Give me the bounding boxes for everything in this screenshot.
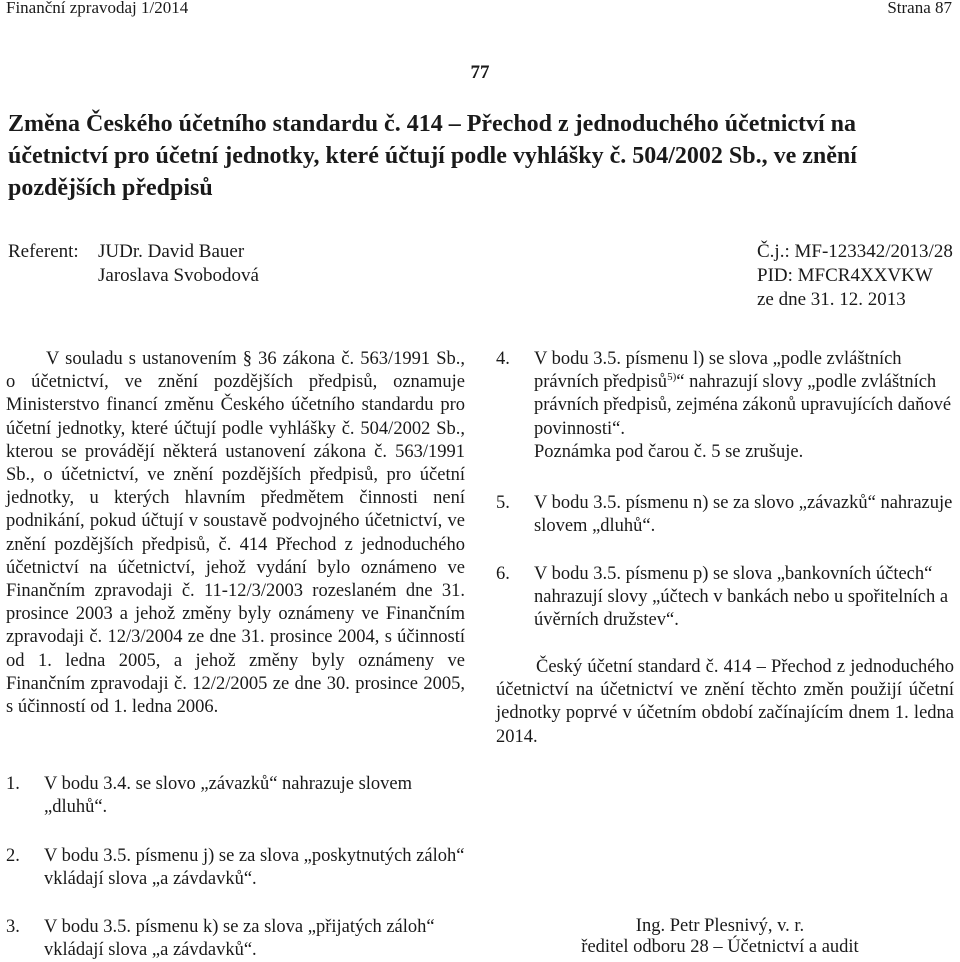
- referent-name-2: Jaroslava Svobodová: [98, 265, 259, 286]
- list-item-number: 5.: [496, 493, 510, 513]
- signature-block: [480, 916, 960, 958]
- document-number: 77: [470, 62, 490, 83]
- list-item-number: 4.: [496, 349, 510, 369]
- document-title: Změna Českého účetního standardu č. 414 – Přechod z jednoduchého účetnictví na účetnictví pro účetní jednotky, které účtují podle vyhlášky č. 504/2002 Sb., ve znění pozdějších předpisů: [8, 111, 857, 201]
- list-item-text-part: “ nahrazují slovy „podle zvláštních právních předpisů, zejména zákonů upravujících daňové povinnosti“.: [534, 372, 952, 439]
- list-item-text: V bodu 3.5. písmenu p) se slova „bankovních účtech“ nahrazují slovy „účtech v bankách nebo u spořitelních a úvěrních družstev“.: [534, 564, 949, 631]
- signature-name: Ing. Petr Plesnivý, v. r.: [635, 916, 805, 936]
- list-item-text-part: V bodu 3.5. písmenu l) se slova „podle zvláštních právních předpisů: [534, 349, 902, 393]
- list-item-text: [534, 348, 954, 464]
- list-item-text: V bodu 3.4. se slovo „závazků“ nahrazuje slovem „dluhů“.: [44, 774, 413, 818]
- publication-name: Finanční zpravodaj 1/2014: [6, 0, 189, 17]
- referent-label: Referent:: [8, 241, 79, 262]
- list-item-number: 2.: [6, 846, 20, 866]
- intro-text: V souladu s ustanovením § 36 zákona č. 563/1991 Sb., o účetnictví, ve znění pozdějších předpisů, oznamuje Ministerstvo financí změnu Českého účetního standardu pro účetní jednotky, které účtují podle vyhlášky č. 504/2002 Sb., kterou se provádějí některá ustanovení zákona č. 563/1991 Sb., o účetnictví, ve znění pozdějších předpisů, pro účetní jednotky, u kterých hlavním předmětem činnosti není podnikání, pokud účtují v soustavě podvojného účetnictví, ve znění pozdějších předpisů, č. 414 Přechod z jednoduchého účetnictví na účetnictví, jehož vydání bylo oznámeno ve Finančním zpravodaji č. 11-12/3/2003 rozeslaném dne 31. prosince 2003 a jehož změny byly oznámeny ve Finančním zpravodaji č. 12/3/2004 ze dne 31. prosince 2004, s účinností od 1. ledna 2005, a jehož změny byly oznámeny ve Finančním zpravodaji č. 12/2/2005 ze dne 30. prosince 2005, s účinností od 1. ledna 2006.: [6, 349, 465, 718]
- closing-paragraph: [496, 656, 954, 749]
- list-item-text: V bodu 3.5. písmenu k) se za slova „přijatých záloh“ vkládají slova „a závdavků“.: [44, 917, 435, 961]
- closing-text: Český účetní standard č. 414 – Přechod z jednoduchého účetnictví na účetnictví ve znění těchto změn použijí účetní jednotky poprvé v účetním období začínajícím dnem 1. ledna 2014.: [496, 657, 954, 747]
- signature-position: ředitel odboru 28 – Účetnictví a audit: [581, 937, 859, 957]
- list-item-text: V bodu 3.5. písmenu j) se za slova „poskytnutých záloh“ vkládají slova „a závdavků“.: [44, 846, 465, 890]
- list-item-number: 6.: [496, 564, 510, 584]
- footnote-note: Poznámka pod čarou č. 5 se zrušuje.: [534, 441, 804, 462]
- reference-block: [757, 240, 953, 312]
- footnote-reference: 5): [667, 371, 677, 384]
- reference-date: ze dne 31. 12. 2013: [757, 289, 906, 310]
- referent-name-1: JUDr. David Bauer: [98, 241, 245, 262]
- page-number: Strana 87: [887, 0, 952, 17]
- reference-pid: PID: MFCR4XXVKW: [757, 265, 933, 286]
- list-item-number: 3.: [6, 917, 20, 937]
- referent-block: [8, 240, 259, 286]
- list-item-text: V bodu 3.5. písmenu n) se za slovo „závazků“ nahrazuje slovem „dluhů“.: [534, 493, 953, 537]
- reference-number: Č.j.: MF-123342/2013/28: [757, 241, 953, 262]
- list-item-number: 1.: [6, 774, 20, 794]
- intro-paragraph: [6, 348, 465, 719]
